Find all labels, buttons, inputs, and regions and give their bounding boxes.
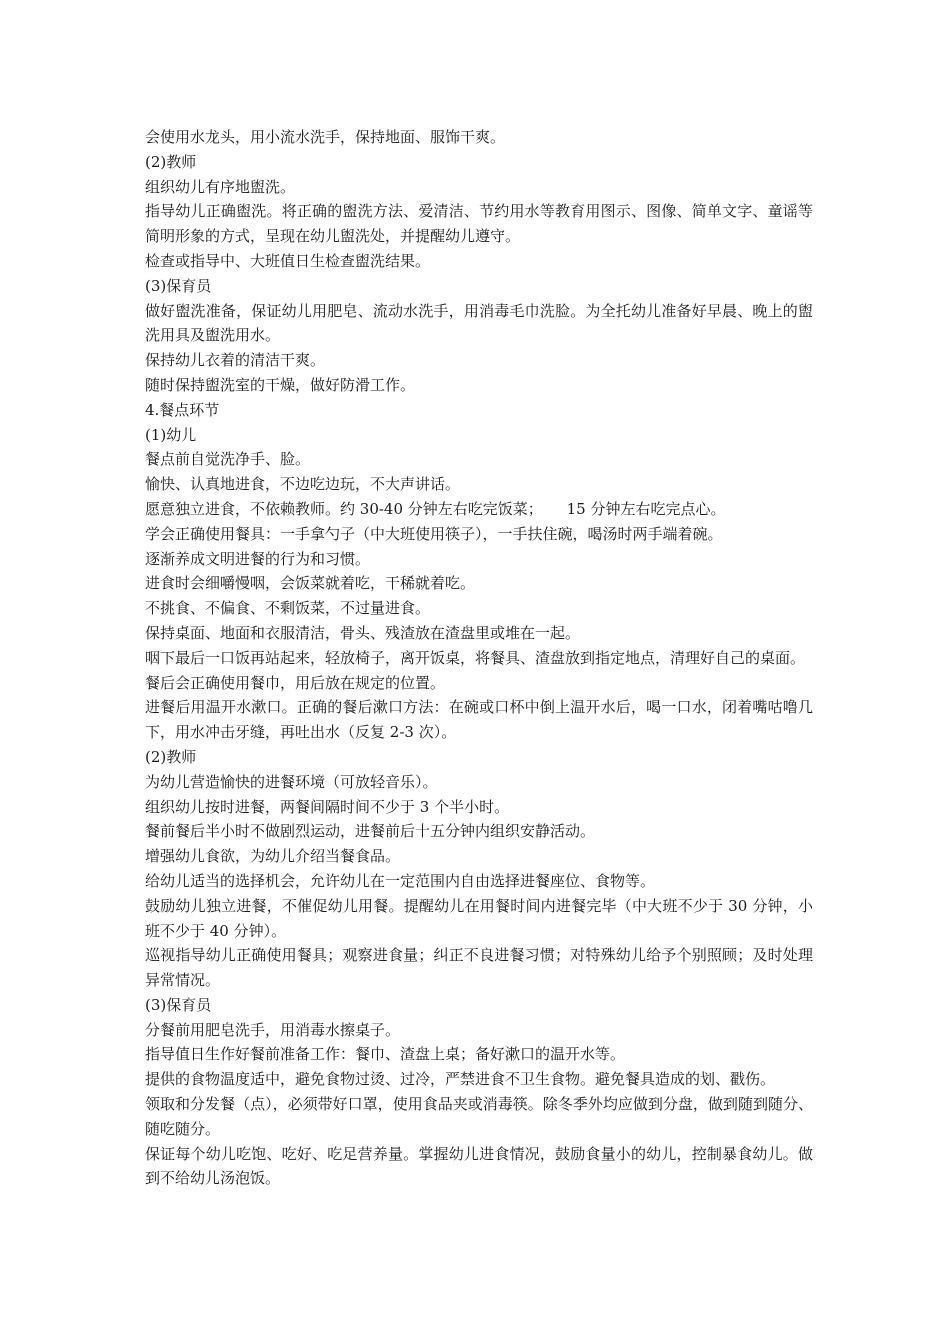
paragraph: 餐点前自觉洗净手、脸。 <box>145 450 311 469</box>
paragraph: 组织幼儿有序地盥洗。 <box>145 177 296 196</box>
paragraph: 组织幼儿按时进餐，两餐间隔时间不少于 3 个半小时。 <box>145 797 510 816</box>
paragraph: 做好盥洗准备，保证幼儿用肥皂、流动水洗手，用消毒毛巾洗脸。为全托幼儿准备好早晨、晚上的盥洗用具及盥洗用水。 <box>145 301 813 345</box>
paragraph: 咽下最后一口饭再站起来，轻放椅子，离开饭桌，将餐具、渣盘放到指定地点，清理好自己的桌面。 <box>145 648 806 667</box>
paragraph: 进餐后用温开水漱口。正确的餐后漱口方法：在碗或口杯中倒上温开水后，喝一口水，闭着嘴咕噜几下，用水冲击牙缝，再吐出水（反复 2-3 次）。 <box>145 698 813 742</box>
paragraph: 餐前餐后半小时不做剧烈运动，进餐前后十五分钟内组织安静活动。 <box>145 822 596 841</box>
paragraph: 愿意独立进食，不依赖教师。约 30-40 分钟左右吃完饭菜； 15 分钟左右吃完点心。 <box>145 499 726 518</box>
section-heading: (1)幼儿 <box>145 425 197 444</box>
paragraph: 餐后会正确使用餐巾，用后放在规定的位置。 <box>145 673 446 692</box>
section-heading: (3)保育员 <box>145 276 212 295</box>
paragraph: 分餐前用肥皂洗手，用消毒水擦桌子。 <box>145 1020 401 1039</box>
paragraph: 指导幼儿正确盥洗。将正确的盥洗方法、爱清洁、节约用水等教育用图示、图像、简单文字、童谣等简明形象的方式，呈现在幼儿盥洗处，并提醒幼儿遵守。 <box>145 202 813 246</box>
paragraph: 鼓励幼儿独立进餐，不催促幼儿用餐。提醒幼儿在用餐时间内进餐完毕（中大班不少于 30 分钟，小班不少于 40 分钟）。 <box>145 896 813 940</box>
paragraph: 保持幼儿衣着的清洁干爽。 <box>145 351 326 370</box>
paragraph: 给幼儿适当的选择机会，允许幼儿在一定范围内自由选择进餐座位、食物等。 <box>145 871 656 890</box>
paragraph: 检查或指导中、大班值日生检查盥洗结果。 <box>145 251 431 270</box>
paragraph: 巡视指导幼儿正确使用餐具；观察进食量；纠正不良进餐习惯；对特殊幼儿给予个别照顾；及时处理异常情况。 <box>145 946 813 990</box>
section-heading: 4.餐点环节 <box>145 400 220 419</box>
section-heading: (2)教师 <box>145 152 197 171</box>
paragraph: 进食时会细嚼慢咽，会饭菜就着吃，干稀就着吃。 <box>145 574 476 593</box>
paragraph: 不挑食、不偏食、不剩饭菜，不过量进食。 <box>145 599 431 618</box>
paragraph: 逐渐养成文明进餐的行为和习惯。 <box>145 549 371 568</box>
document-body <box>145 125 813 1191</box>
paragraph: 为幼儿营造愉快的进餐环境（可放轻音乐）。 <box>145 772 438 791</box>
paragraph: 随时保持盥洗室的干燥，做好防滑工作。 <box>145 375 416 394</box>
section-heading: (2)教师 <box>145 747 197 766</box>
paragraph: 增强幼儿食欲，为幼儿介绍当餐食品。 <box>145 847 401 866</box>
paragraph: 学会正确使用餐具：一手拿勺子（中大班使用筷子），一手扶住碗，喝汤时两手端着碗。 <box>145 524 723 543</box>
paragraph: 愉快、认真地进食，不边吃边玩，不大声讲话。 <box>145 475 461 494</box>
section-heading: (3)保育员 <box>145 995 212 1014</box>
paragraph: 会使用水龙头，用小流水洗手，保持地面、服饰干爽。 <box>145 128 506 146</box>
paragraph: 保持桌面、地面和衣服清洁，骨头、残渣放在渣盘里或堆在一起。 <box>145 623 581 642</box>
paragraph: 领取和分发餐（点），必须带好口罩，使用食品夹或消毒筷。除冬季外均应做到分盘，做到随到随分、随吃随分。 <box>145 1095 813 1138</box>
paragraph: 提供的食物温度适中，避免食物过烫、过冷，严禁进食不卫生食物。避免餐具造成的划、戳伤。 <box>145 1070 776 1089</box>
paragraph: 保证每个幼儿吃饱、吃好、吃足营养量。掌握幼儿进食情况，鼓励食量小的幼儿，控制暴食幼儿。做到不给幼儿汤泡饭。 <box>145 1144 813 1188</box>
paragraph: 指导值日生作好餐前准备工作：餐巾、渣盘上桌；备好漱口的温开水等。 <box>145 1045 626 1064</box>
